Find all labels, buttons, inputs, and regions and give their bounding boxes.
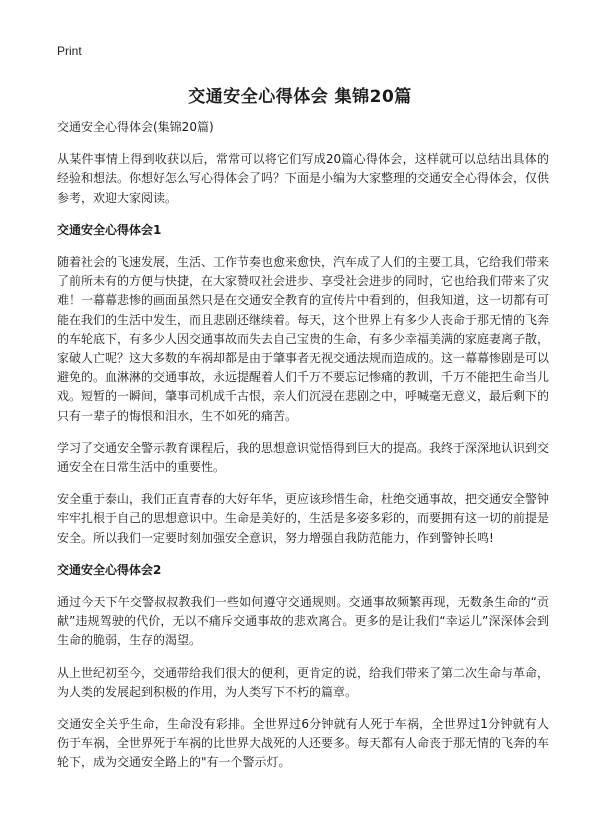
section-paragraph: 从上世纪初至今，交通带给我们很大的便利，更肯定的说，给我们带来了第二次生命与革命，为人类的发展起到积极的作用，为人类写下不朽的篇章。 — [57, 665, 550, 699]
section-2 — [57, 561, 549, 773]
section-paragraph: 交通安全关乎生命，生命没有彩排。全世界过6分钟就有人死于车祸，全世界过1分钟就有人伤于车祸，全世界死于车祸的比世界大战死的人还要多。每天都有人命丧于那无情的飞奔的车轮下，成为交通安全路上的"有一个警示灯。 — [57, 717, 550, 770]
section-heading: 交通安全心得体会1 — [57, 222, 162, 237]
intro-paragraph: 从某件事情上得到收获以后，常常可以将它们写成20篇心得体会，这样就可以总结出具体的经验和想法。你想好怎么写心得体会了吗？下面是小编为大家整理的交通安全心得体会，仅供参考，欢迎大家阅读。 — [57, 152, 550, 205]
article-body — [57, 118, 549, 786]
page-title: 交通安全心得体会 集锦20篇 — [188, 87, 412, 107]
section-paragraph: 通过今天下午交警叔叔教我们一些如何遵守交通规则。交通事故频繁再现，无数条生命的“贡献”违规驾驶的代价，无以不痛斥交通事故的悲欢离合。更多的是让我们“幸运儿”深深体会到生命的脆弱，生存的渴望。 — [57, 595, 549, 648]
section-1 — [57, 221, 549, 548]
print-label: Print — [57, 44, 82, 58]
section-paragraph: 安全重于泰山，我们正直青春的大好年华，更应该珍惜生命，杜绝交通事故，把交通安全警钟牢牢扎根于自己的思想意识中。生命是美好的，生活是多姿多彩的，而要拥有这一切的前提是安全。所以我们一定要时刻加强安全意识，努力增强自我防范能力，作到警钟长鸣! — [57, 492, 550, 545]
section-paragraph: 随着社会的飞速发展，生活、工作节奏也愈来愈快，汽车成了人们的主要工具，它给我们带来了前所未有的方便与快捷，在大家赞叹社会进步、享受社会进步的同时，它也给我们带来了灾难！一幕幕悲惨的画面虽然只是在交通安全教育的宣传片中看到的，但我知道，这一切都有可能在我们的生活中发生，而且悲剧还继续着。每天，这个世界上有多少人丧命于那无情的飞奔的车轮底下，有多少人因交通事故而失去自己宝贵的生命，有多少幸福美满的家庭妻离子散，家破人亡呢？这大多数的车祸却都是由于肇事者无视交通法规而造成的。这一幕幕惨剧是可以避免的。血淋淋的交通事故，永远提醒着人们千万不要忘记惨痛的教训，千万不能把生命当儿戏。短暂的一瞬间，肇事司机成千古恨，亲人们沉浸在悲剧之中，呼喊毫无意义，最后剩下的只有一辈子的悔恨和泪水，生不如死的痛苦。 — [57, 255, 550, 423]
section-paragraph: 学习了交通安全警示教育课程后，我的思想意识觉悟得到巨大的提高。我终于深深地认识到交通安全在日常生活中的重要性。 — [57, 440, 550, 475]
article-subtitle: 交通安全心得体会(集锦20篇) — [57, 120, 214, 134]
section-heading: 交通安全心得体会2 — [57, 562, 162, 577]
